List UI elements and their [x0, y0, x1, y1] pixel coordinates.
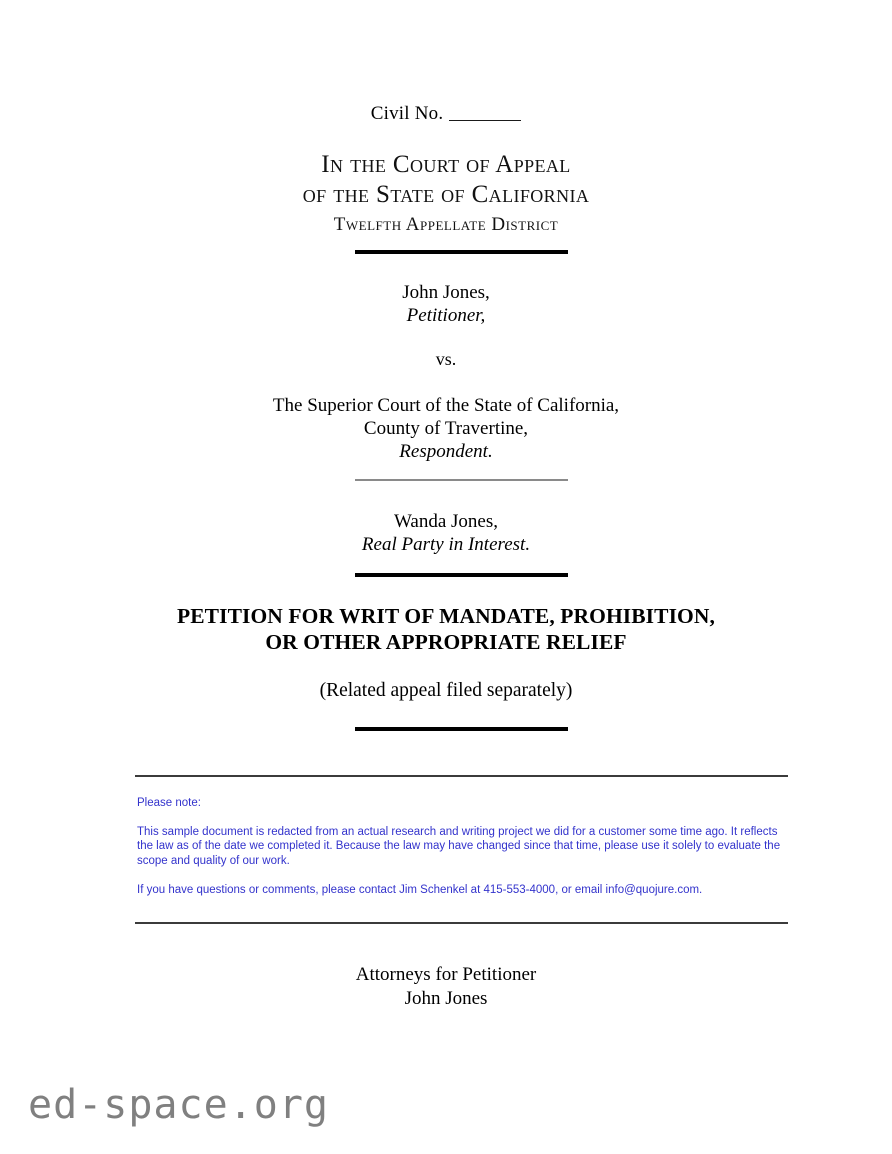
- real-party-role: Real Party in Interest.: [361, 534, 531, 555]
- civil-number-blank[interactable]: [449, 120, 521, 121]
- court-caption: [0, 150, 892, 238]
- appellate-district: Twelfth Appellate District: [333, 214, 559, 235]
- document-title: [0, 603, 892, 655]
- site-watermark: ed-space.org: [28, 1082, 329, 1128]
- divider-rule-thin: [355, 479, 568, 481]
- court-name-line-1: In the Court of Appeal: [321, 151, 571, 178]
- civil-number-label: Civil No.: [370, 103, 444, 124]
- party-respondent: [0, 394, 892, 463]
- note-paragraph-contact: If you have questions or comments, please contact Jim Schenkel at 415-553-4000, or email info@quojure.com.: [137, 884, 703, 896]
- document-title-line-2: OR OTHER APPROPRIATE RELIEF: [265, 630, 627, 654]
- document-subtitle: (Related appeal filed separately): [319, 680, 573, 701]
- respondent-name-line-1: The Superior Court of the State of California,: [272, 395, 620, 416]
- attorneys-block: [0, 963, 892, 1011]
- divider-rule-below-subtitle: [355, 727, 568, 731]
- note-rule-bottom: [135, 922, 788, 924]
- party-real-party-in-interest: [0, 510, 892, 556]
- note-heading: Please note:: [137, 797, 201, 809]
- note-rule-top: [135, 775, 788, 777]
- document-title-line-1: PETITION FOR WRIT OF MANDATE, PROHIBITION,: [177, 604, 715, 628]
- party-petitioner: [0, 281, 892, 327]
- divider-rule-above-title: [355, 573, 568, 577]
- divider-rule-top: [355, 250, 568, 254]
- court-name-line-2: of the State of California: [302, 181, 590, 208]
- attorneys-line-1: Attorneys for Petitioner: [355, 964, 537, 985]
- real-party-name: Wanda Jones,: [394, 511, 498, 532]
- respondent-role: Respondent.: [399, 441, 493, 462]
- note-paragraph-disclaimer: This sample document is redacted from an actual research and writing project we did for a customer some time ago. It reflects the law as of the date we completed it. Because the law may have changed since that time, please use it solely to evaluate the scope and quality of our work.: [137, 825, 781, 867]
- versus-label: vs.: [435, 349, 457, 369]
- attorneys-line-2: John Jones: [404, 988, 488, 1009]
- civil-number-line: [0, 103, 892, 125]
- petitioner-name: John Jones,: [402, 282, 490, 303]
- respondent-name-line-2: County of Travertine,: [363, 418, 529, 439]
- petitioner-role: Petitioner,: [406, 305, 486, 326]
- please-note-block: [137, 796, 787, 898]
